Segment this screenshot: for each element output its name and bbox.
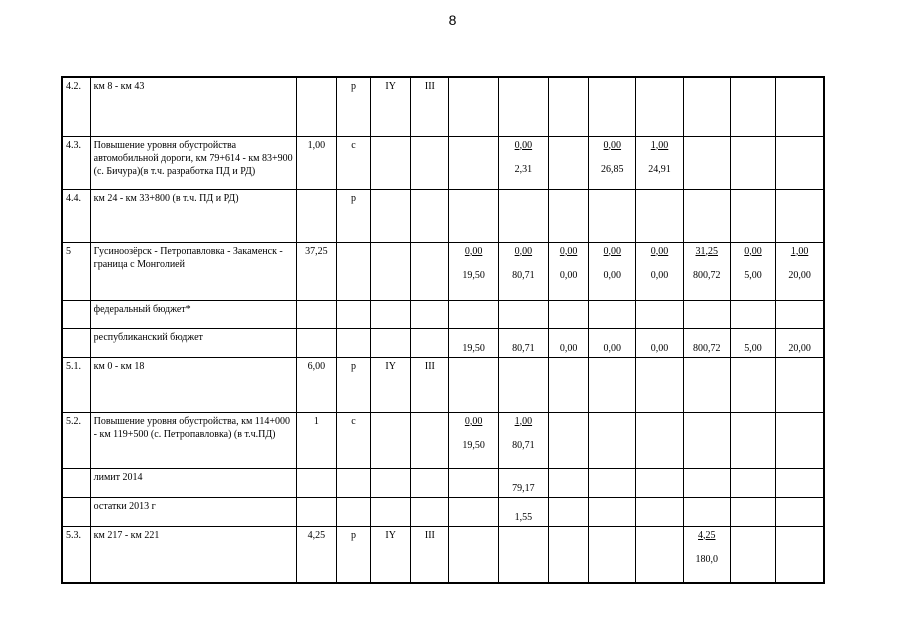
table-row <box>62 300 824 328</box>
year-value-cell <box>548 300 588 328</box>
section-name-cell: республиканский бюджет <box>90 328 296 357</box>
length-value: 0,00 <box>650 245 669 257</box>
cost-value: 1,55 <box>514 511 533 523</box>
year-value-cell <box>730 357 775 412</box>
work-type-cell <box>336 468 370 497</box>
row-number-cell: 5.2. <box>62 412 90 468</box>
year-value-cell <box>636 357 683 412</box>
year-value-cell <box>548 189 588 242</box>
year-value-cell <box>498 77 548 136</box>
section-name-cell: км 24 - км 33+800 (в т.ч. ПД и РД) <box>90 189 296 242</box>
section-name-cell: км 217 - км 221 <box>90 526 296 583</box>
cost-value: 19,50 <box>462 269 485 281</box>
class-cell <box>411 136 449 189</box>
year-value-cell <box>730 412 775 468</box>
work-type-cell <box>336 242 370 300</box>
length-value: 0,00 <box>464 415 483 427</box>
year-value-cell <box>776 357 824 412</box>
year-value-cell <box>776 77 824 136</box>
year-value-cell <box>730 242 775 300</box>
category-cell <box>371 242 411 300</box>
class-cell <box>411 328 449 357</box>
year-value-cell <box>449 77 498 136</box>
section-name-cell: Гусиноозёрск - Петропавловка - Закаменск - граница с Монголией <box>90 242 296 300</box>
year-value-cell <box>498 328 548 357</box>
year-value-cell <box>548 77 588 136</box>
cost-value: 0,00 <box>650 269 669 281</box>
year-value-cell <box>589 357 636 412</box>
year-value-cell <box>449 357 498 412</box>
year-value-cell <box>498 300 548 328</box>
year-value-cell <box>548 526 588 583</box>
year-value-cell <box>589 468 636 497</box>
year-value-cell <box>776 526 824 583</box>
table-row <box>62 136 824 189</box>
cost-value: 19,50 <box>462 342 485 354</box>
length-value: 0,00 <box>603 245 622 257</box>
category-cell <box>371 328 411 357</box>
work-type-cell: р <box>336 189 370 242</box>
row-number-cell <box>62 328 90 357</box>
row-number-cell <box>62 497 90 526</box>
length-value: 0,00 <box>744 245 762 257</box>
cost-value: 19,50 <box>462 439 485 451</box>
year-value-cell <box>449 189 498 242</box>
section-name-cell: федеральный бюджет* <box>90 300 296 328</box>
work-type-cell: р <box>336 526 370 583</box>
category-cell <box>371 189 411 242</box>
length-km-cell <box>296 77 336 136</box>
table-row <box>62 189 824 242</box>
year-value-cell <box>776 468 824 497</box>
year-value-cell <box>589 497 636 526</box>
table-row <box>62 77 824 136</box>
year-value-cell <box>776 328 824 357</box>
work-type-cell: с <box>336 136 370 189</box>
length-km-cell <box>296 328 336 357</box>
work-type-cell <box>336 328 370 357</box>
year-value-cell <box>683 526 730 583</box>
year-value-cell <box>730 328 775 357</box>
class-cell: III <box>411 526 449 583</box>
year-value-cell <box>683 328 730 357</box>
row-number-cell: 4.4. <box>62 189 90 242</box>
year-value-cell <box>589 412 636 468</box>
year-value-cell <box>636 136 683 189</box>
year-value-cell <box>776 497 824 526</box>
year-value-cell <box>776 189 824 242</box>
cost-value: 24,91 <box>648 163 671 175</box>
work-type-cell: р <box>336 77 370 136</box>
cost-value: 800,72 <box>693 342 721 354</box>
year-value-cell <box>683 300 730 328</box>
category-cell <box>371 300 411 328</box>
category-cell <box>371 497 411 526</box>
year-value-cell <box>636 328 683 357</box>
row-number-cell: 5 <box>62 242 90 300</box>
class-cell <box>411 300 449 328</box>
category-cell <box>371 136 411 189</box>
table-row <box>62 357 824 412</box>
category-cell <box>371 468 411 497</box>
work-type-cell: р <box>336 357 370 412</box>
year-value-cell <box>730 136 775 189</box>
class-cell <box>411 412 449 468</box>
length-value: 0,00 <box>514 245 533 257</box>
cost-value: 80,71 <box>512 269 535 281</box>
year-value-cell <box>776 242 824 300</box>
class-cell <box>411 189 449 242</box>
length-value: 1,00 <box>790 245 809 257</box>
work-type-cell <box>336 497 370 526</box>
cost-value: 0,00 <box>603 342 622 354</box>
year-value-cell <box>498 136 548 189</box>
row-number-cell <box>62 468 90 497</box>
section-name-cell: Повышение уровня обустройства, км 114+000 - км 119+500 (с. Петропавловка) (в т.ч.ПД) <box>90 412 296 468</box>
year-value-cell <box>730 77 775 136</box>
cost-value: 80,71 <box>512 342 535 354</box>
table-row <box>62 526 824 583</box>
year-value-cell <box>449 328 498 357</box>
year-value-cell <box>730 468 775 497</box>
work-type-cell: с <box>336 412 370 468</box>
cost-value: 0,00 <box>559 269 578 281</box>
year-value-cell <box>730 497 775 526</box>
road-works-table <box>61 76 825 584</box>
year-value-cell <box>636 242 683 300</box>
year-value-cell <box>449 412 498 468</box>
category-cell <box>371 412 411 468</box>
table-row <box>62 412 824 468</box>
year-value-cell <box>683 412 730 468</box>
category-cell: IY <box>371 526 411 583</box>
length-value: 0,00 <box>559 245 578 257</box>
section-name-cell: км 0 - км 18 <box>90 357 296 412</box>
page-number: 8 <box>448 12 457 28</box>
row-number-cell: 5.1. <box>62 357 90 412</box>
year-value-cell <box>730 189 775 242</box>
cost-value: 20,00 <box>788 269 811 281</box>
table-row <box>62 497 824 526</box>
year-value-cell <box>548 328 588 357</box>
cost-value: 0,00 <box>559 342 578 354</box>
class-cell <box>411 468 449 497</box>
year-value-cell <box>548 497 588 526</box>
year-value-cell <box>776 300 824 328</box>
year-value-cell <box>449 497 498 526</box>
category-cell: IY <box>371 357 411 412</box>
year-value-cell <box>730 526 775 583</box>
year-value-cell <box>498 468 548 497</box>
year-value-cell <box>589 242 636 300</box>
year-value-cell <box>589 526 636 583</box>
year-value-cell <box>683 468 730 497</box>
length-value: 0,00 <box>464 245 483 257</box>
year-value-cell <box>683 77 730 136</box>
year-value-cell <box>636 497 683 526</box>
row-number-cell: 4.2. <box>62 77 90 136</box>
length-value: 0,00 <box>603 139 622 151</box>
year-value-cell <box>683 357 730 412</box>
class-cell: III <box>411 77 449 136</box>
year-value-cell <box>683 242 730 300</box>
year-value-cell <box>449 300 498 328</box>
year-value-cell <box>730 300 775 328</box>
table-row <box>62 468 824 497</box>
year-value-cell <box>589 328 636 357</box>
cost-value: 79,17 <box>512 482 535 494</box>
cost-value: 0,00 <box>650 342 669 354</box>
section-name-cell: км 8 - км 43 <box>90 77 296 136</box>
year-value-cell <box>776 412 824 468</box>
year-value-cell <box>683 189 730 242</box>
cost-value: 20,00 <box>788 342 811 354</box>
year-value-cell <box>636 300 683 328</box>
class-cell <box>411 242 449 300</box>
year-value-cell <box>548 136 588 189</box>
year-value-cell <box>548 357 588 412</box>
length-value: 4,25 <box>698 529 716 541</box>
cost-value: 0,00 <box>603 269 622 281</box>
year-value-cell <box>498 357 548 412</box>
year-value-cell <box>589 136 636 189</box>
section-name-cell: остатки 2013 г <box>90 497 296 526</box>
table-row <box>62 328 824 357</box>
year-value-cell <box>498 189 548 242</box>
year-value-cell <box>636 77 683 136</box>
year-value-cell <box>636 526 683 583</box>
class-cell <box>411 497 449 526</box>
cost-value: 800,72 <box>693 269 721 281</box>
length-value: 0,00 <box>514 139 533 151</box>
class-cell: III <box>411 357 449 412</box>
year-value-cell <box>449 136 498 189</box>
row-number-cell: 4.3. <box>62 136 90 189</box>
length-km-cell <box>296 300 336 328</box>
length-km-cell: 4,25 <box>296 526 336 583</box>
year-value-cell <box>449 526 498 583</box>
length-km-cell <box>296 189 336 242</box>
length-value: 31,25 <box>695 245 719 257</box>
year-value-cell <box>776 136 824 189</box>
year-value-cell <box>449 468 498 497</box>
length-km-cell: 1,00 <box>296 136 336 189</box>
table-body <box>62 77 824 583</box>
year-value-cell <box>498 497 548 526</box>
cost-value: 26,85 <box>601 163 624 175</box>
length-km-cell <box>296 497 336 526</box>
year-value-cell <box>683 136 730 189</box>
table-row <box>62 242 824 300</box>
section-name-cell: Повышение уровня обустройства автомобильной дороги, км 79+614 - км 83+900 (с. Бичура)(в т.ч. разработка ПД и РД) <box>90 136 296 189</box>
year-value-cell <box>636 189 683 242</box>
year-value-cell <box>548 242 588 300</box>
row-number-cell: 5.3. <box>62 526 90 583</box>
cost-value: 5,00 <box>744 342 762 354</box>
year-value-cell <box>449 242 498 300</box>
category-cell: IY <box>371 77 411 136</box>
length-km-cell: 37,25 <box>296 242 336 300</box>
cost-value: 2,31 <box>514 163 533 175</box>
year-value-cell <box>548 468 588 497</box>
cost-value: 80,71 <box>512 439 535 451</box>
length-km-cell: 6,00 <box>296 357 336 412</box>
year-value-cell <box>589 77 636 136</box>
cost-value: 180,0 <box>695 553 719 565</box>
year-value-cell <box>589 300 636 328</box>
length-value: 1,00 <box>514 415 533 427</box>
year-value-cell <box>683 497 730 526</box>
year-value-cell <box>589 189 636 242</box>
year-value-cell <box>498 412 548 468</box>
length-km-cell: 1 <box>296 412 336 468</box>
length-km-cell <box>296 468 336 497</box>
year-value-cell <box>636 412 683 468</box>
length-value: 1,00 <box>650 139 669 151</box>
section-name-cell: лимит 2014 <box>90 468 296 497</box>
year-value-cell <box>548 412 588 468</box>
cost-value: 5,00 <box>744 269 762 281</box>
work-type-cell <box>336 300 370 328</box>
year-value-cell <box>498 242 548 300</box>
year-value-cell <box>498 526 548 583</box>
row-number-cell <box>62 300 90 328</box>
year-value-cell <box>636 468 683 497</box>
